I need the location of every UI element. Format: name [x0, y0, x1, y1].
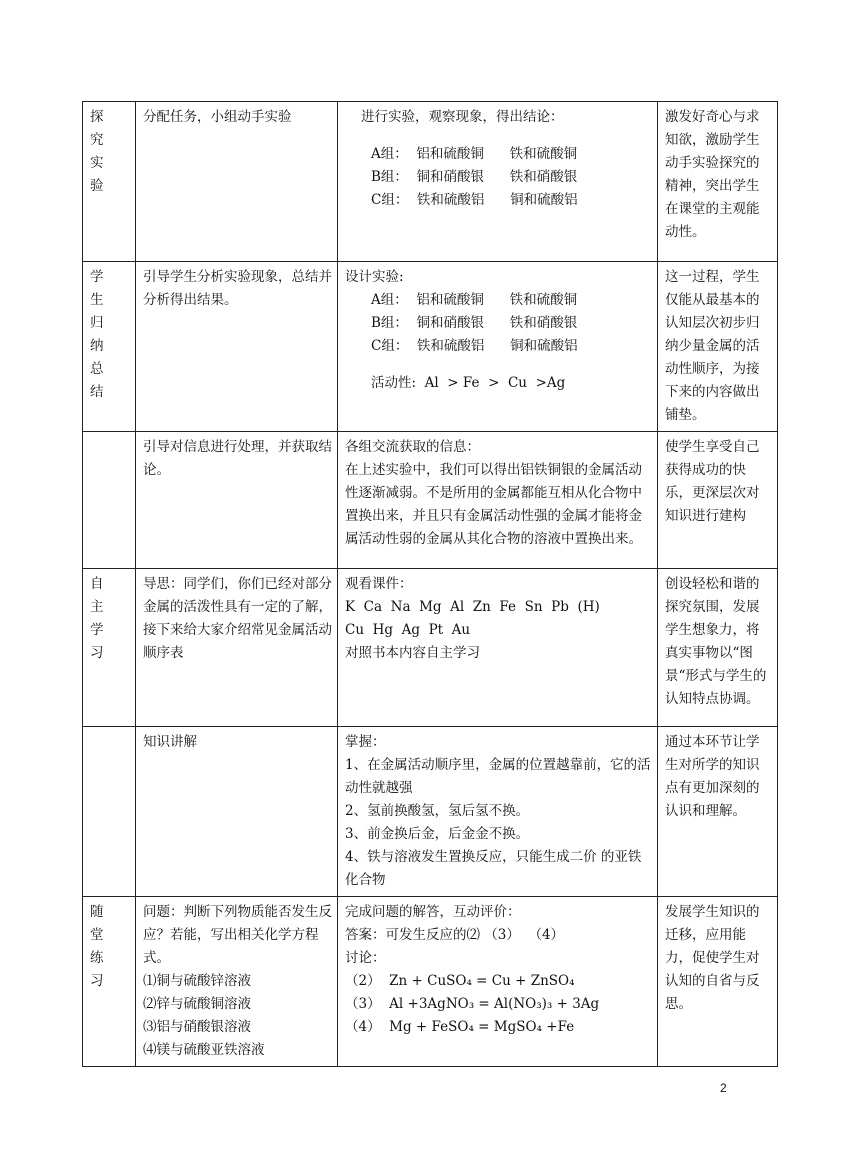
teacher-cell: 问题：判断下列物质能否发生反应？若能，写出相关化学方程式。 ⑴铜与硫酸锌溶液 ⑵锌与硫酸铜溶液 ⑶铝与硝酸银溶液 ⑷镁与硫酸亚铁溶液 [136, 897, 338, 1067]
student-cell: 观看课件： K Ca Na Mg Al Zn Fe Sn Pb (H) Cu Hg Ag Pt Au 对照书本内容自主学习 [338, 569, 658, 727]
table-row [83, 897, 778, 1067]
student-cell: 设计实验: A组： 铝和硫酸铜 铁和硫酸铜 B组： 铜和硝酸银 铁和硝酸银 C组： 铁和硫酸铝 铜和硫酸铝 活动性: Al > Fe > Cu >Ag [338, 262, 658, 432]
stage-cell [83, 727, 136, 897]
table-row [83, 102, 778, 262]
table-row [83, 727, 778, 897]
intent-cell: 使学生享受自己获得成功的快乐，更深层次对知识进行建构 [658, 432, 778, 569]
table-row [83, 432, 778, 569]
table-row [83, 569, 778, 727]
student-cell: 掌握： 1、在金属活动顺序里，金属的位置越靠前，它的活动性就越强 2、氢前换酸氢，氢后氢不换。 3、前金换后金，后金金不换。 4、铁与溶液发生置换反应，只能生成二价 的亚铁化合物 [338, 727, 658, 897]
student-cell: 完成问题的解答，互动评价： 答案：可发生反应的⑵ （3） （4） 讨论： （2） Zn + CuSO₄ = Cu + ZnSO₄ （3） Al +3AgNO₃ = Al(NO₃)₃ + 3Ag （4） Mg + FeSO₄ = MgSO₄ +Fe [338, 897, 658, 1067]
intent-cell: 这一过程，学生仅能从最基本的认知层次初步归纳少量金属的活动性顺序，为接下来的内容做出铺垫。 [658, 262, 778, 432]
student-cell: 进行实验，观察现象，得出结论： A组： 铝和硫酸铜 铁和硫酸铜 B组： 铜和硝酸银 铁和硝酸银 C组： 铁和硫酸铝 铜和硫酸铝 [338, 102, 658, 262]
table-row [83, 262, 778, 432]
intent-cell: 激发好奇心与求知欲，激励学生动手实验探究的精神，突出学生在课堂的主观能动性。 [658, 102, 778, 262]
page-number: 2 [720, 1081, 727, 1095]
stage-cell: 学生归纳总结 [83, 262, 136, 432]
intent-cell: 通过本环节让学生对所学的知识点有更加深刻的认识和理解。 [658, 727, 778, 897]
intent-cell: 创设轻松和谐的探究氛围，发展学生想象力，将真实事物以“图景“形式与学生的认知特点协调。 [658, 569, 778, 727]
teacher-cell: 导思：同学们，你们已经对部分金属的活泼性具有一定的了解，接下来给大家介绍常见金属活动顺序表 [136, 569, 338, 727]
student-cell: 各组交流获取的信息： 在上述实验中，我们可以得出铝铁铜银的金属活动性逐渐减弱。不是所用的金属都能互相从化合物中置换出来，并且只有金属活动性强的金属才能将金属活动性弱的金属从其化合物的溶液中置换出来。 [338, 432, 658, 569]
lesson-plan-table [82, 101, 778, 1067]
teacher-cell: 知识讲解 [136, 727, 338, 897]
teacher-cell: 引导对信息进行处理，并获取结论。 [136, 432, 338, 569]
teacher-cell: 引导学生分析实验现象，总结并分析得出结果。 [136, 262, 338, 432]
stage-cell: 随堂练习 [83, 897, 136, 1067]
intent-cell: 发展学生知识的迁移，应用能力，促使学生对认知的自省与反思。 [658, 897, 778, 1067]
stage-cell: 探究实验 [83, 102, 136, 262]
teacher-cell: 分配任务，小组动手实验 [136, 102, 338, 262]
stage-cell [83, 432, 136, 569]
stage-cell: 自主学习 [83, 569, 136, 727]
